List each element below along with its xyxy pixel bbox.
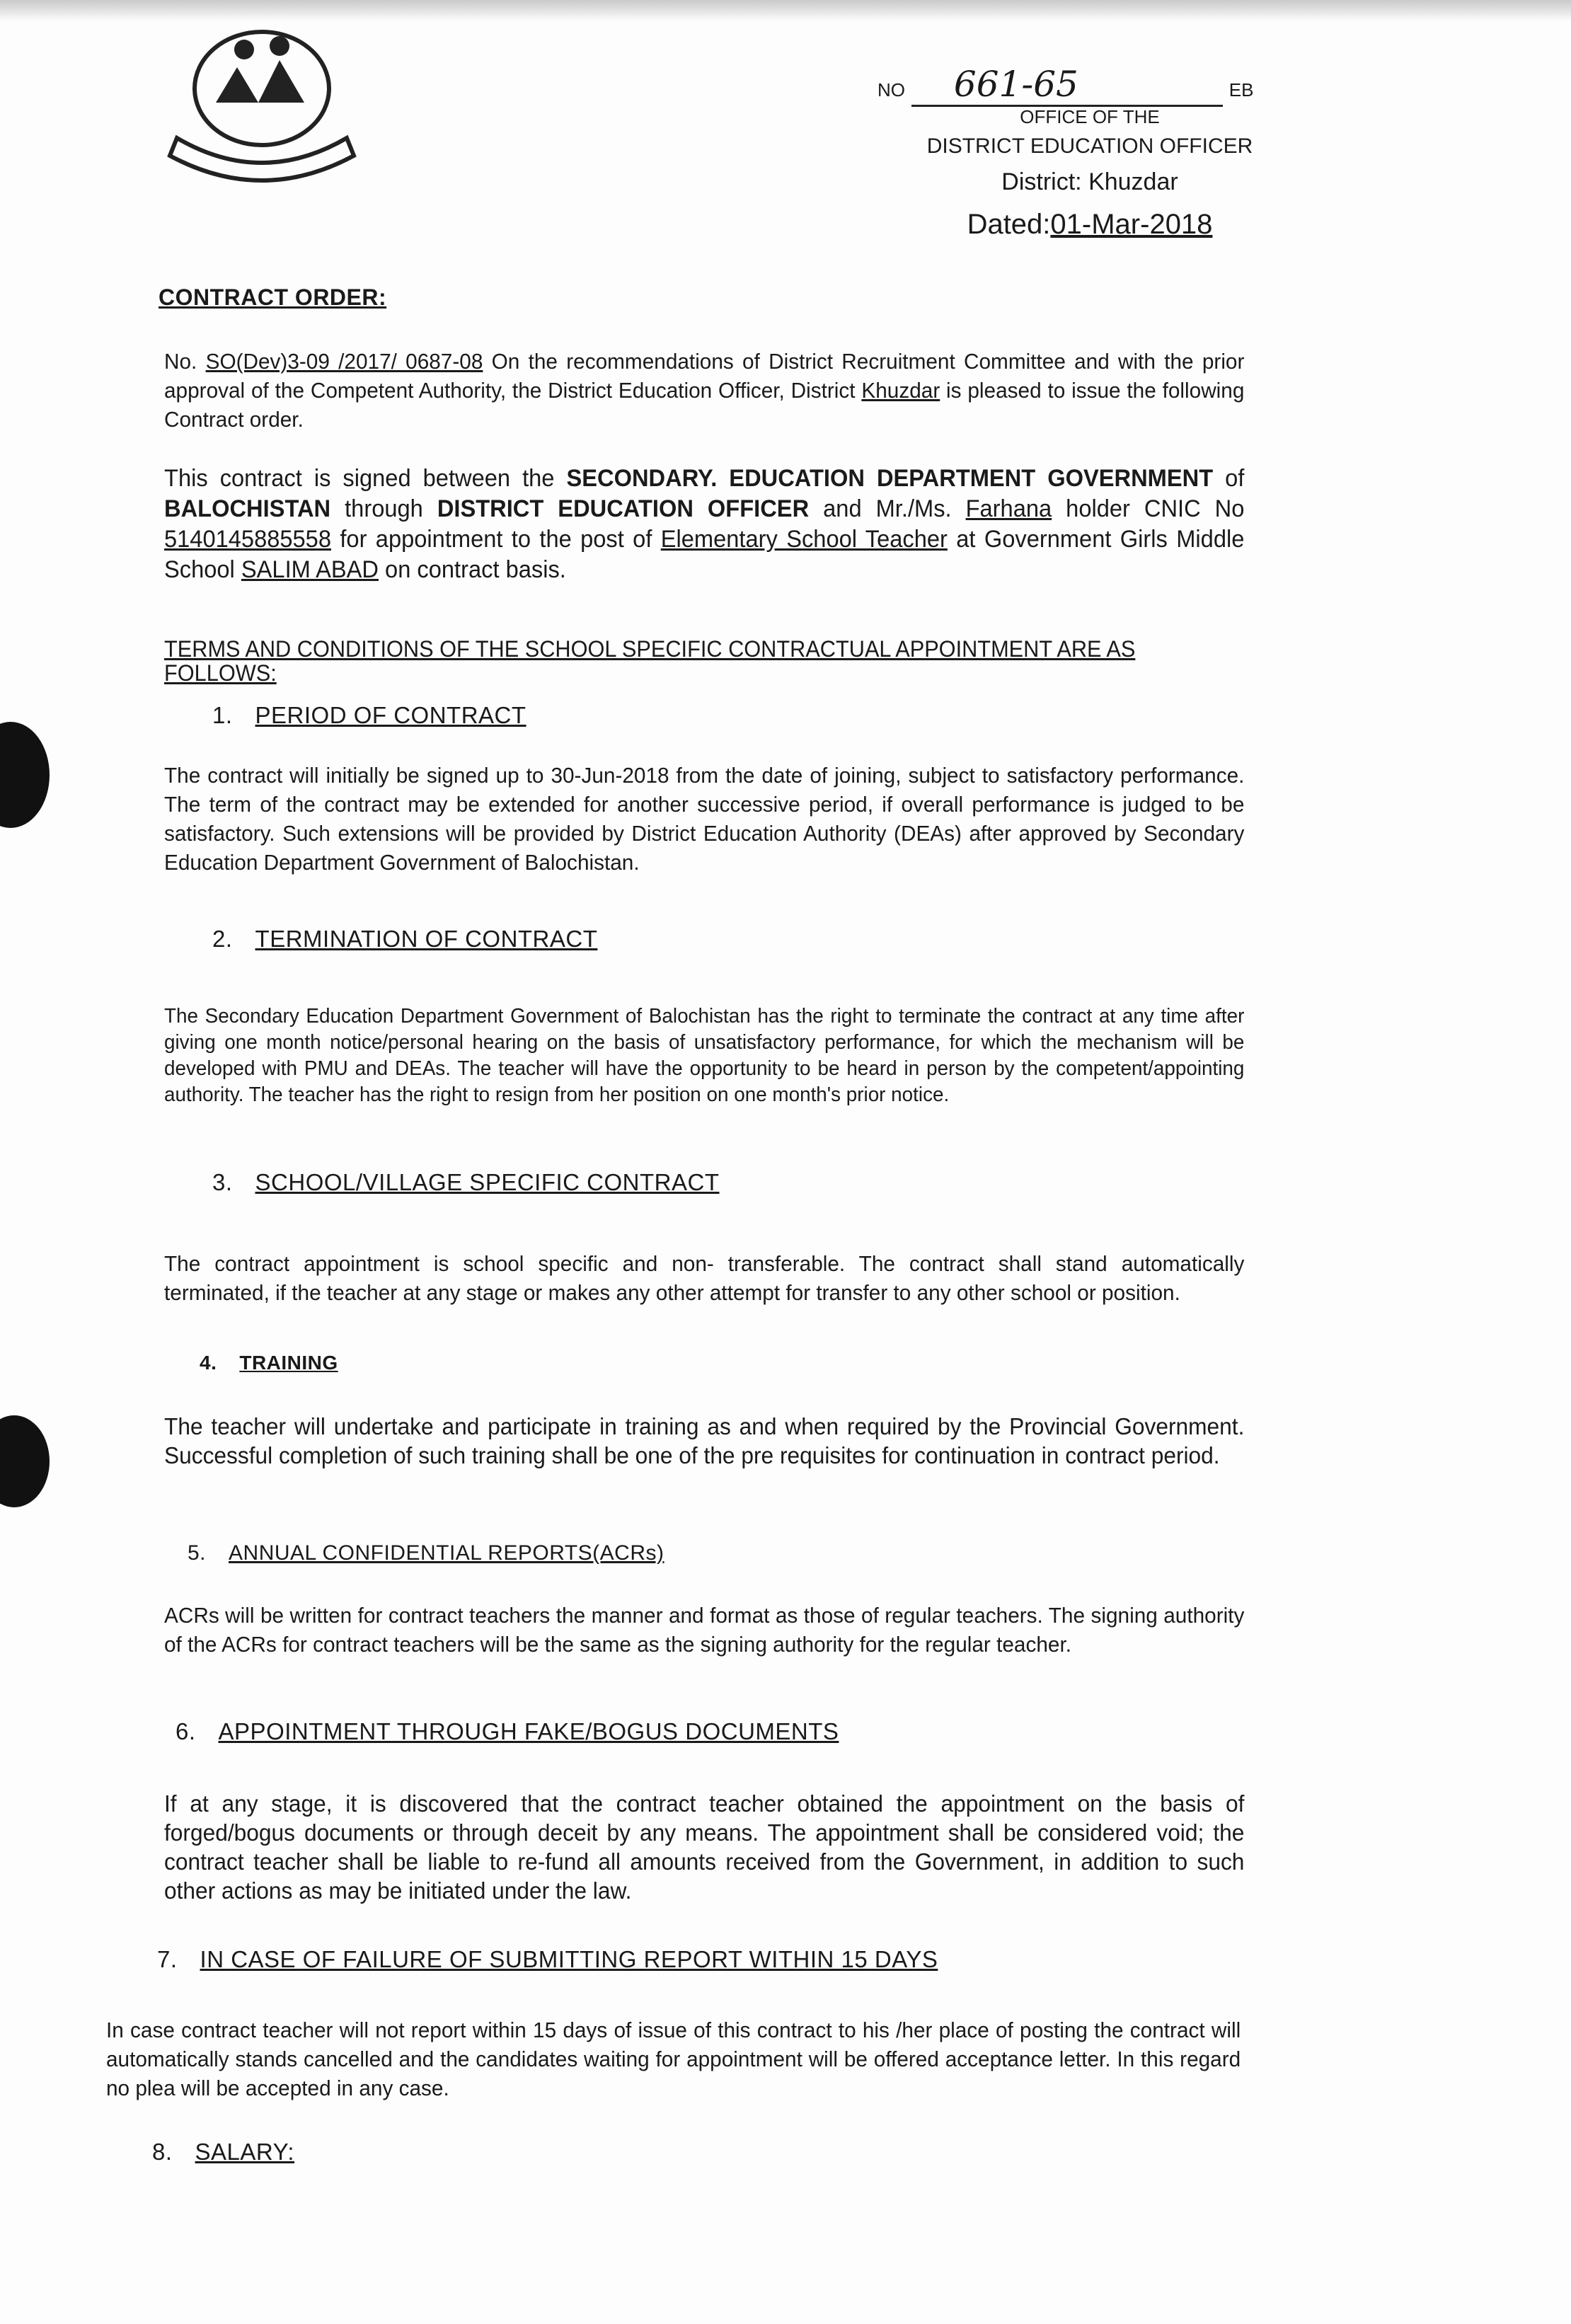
party-officer: DISTRICT EDUCATION OFFICER xyxy=(437,495,810,522)
government-logo xyxy=(159,18,364,188)
school-name: SALIM ABAD xyxy=(241,556,379,583)
party-department: SECONDARY. EDUCATION DEPARTMENT GOVERNMENT xyxy=(566,465,1214,492)
section-heading: 8. SALARY: xyxy=(152,2139,295,2165)
section-heading: 7. IN CASE OF FAILURE OF SUBMITTING REPORT WITHIN 15 DAYS xyxy=(157,1946,938,1972)
contract-text: at Government Girls Middle School xyxy=(164,526,1245,583)
post-title: Elementary School Teacher xyxy=(660,526,948,553)
section-body: In case contract teacher will not report within 15 days of issue of this contract to his /her place of posting the contract will automatically stands cancelled and the candidates waiting for appointment will be offered acceptance letter. In this regard no plea will be accepted in any case. xyxy=(106,2018,1241,2100)
contract-text: This contract is signed between the xyxy=(164,465,567,492)
contract-text: and Mr./Ms. xyxy=(809,495,966,522)
date-line xyxy=(877,209,1302,241)
contract-paragraph xyxy=(164,464,1244,585)
document-title: CONTRACT ORDER: xyxy=(159,284,387,310)
section-heading: 1. PERIOD OF CONTRACT xyxy=(212,702,526,728)
section-heading: 3. SCHOOL/VILLAGE SPECIFIC CONTRACT xyxy=(212,1169,720,1195)
terms-heading: TERMS AND CONDITIONS OF THE SCHOOL SPECIFIC CONTRACTUAL APPOINTMENT ARE AS FOLLOWS: xyxy=(164,636,1136,686)
party-province: BALOCHISTAN xyxy=(164,495,331,522)
section-body: The contract will initially be signed up to 30-Jun-2018 from the date of joining, subject to satisfactory performance. The term of the contract may be extended for another successive period, if overall performance is judged to be satisfactory. Such extensions will be provided by District Education Authority (DEAs) after approved by Secondary Education Department Government of Balochistan. xyxy=(164,763,1245,875)
section-heading: 6. APPOINTMENT THROUGH FAKE/BOGUS DOCUMENTS xyxy=(175,1718,839,1744)
intro-ref: SO(Dev)3-09 /2017/ 0687-08 xyxy=(205,349,483,374)
reference-number-line xyxy=(877,64,1302,107)
dated-value: 01-Mar-2018 xyxy=(1050,209,1213,240)
section-body: ACRs will be written for contract teachers the manner and format as those of regular teachers. The signing authority of the ACRs for contract teachers will be the same as the signing authority for the regular teacher. xyxy=(164,1603,1245,1657)
section-heading: 2. TERMINATION OF CONTRACT xyxy=(212,926,598,952)
no-suffix: EB xyxy=(1228,79,1254,100)
binder-clip xyxy=(0,722,50,828)
contract-text: for appointment to the post of xyxy=(330,526,661,553)
section-heading: 4. TRAINING xyxy=(200,1352,338,1374)
no-value: 661-65 xyxy=(911,64,1223,107)
teacher-name: Farhana xyxy=(965,495,1052,522)
office-line1: OFFICE OF THE xyxy=(1020,106,1160,127)
district-line: District: Khuzdar xyxy=(1001,168,1178,195)
intro-no: No. xyxy=(164,349,197,374)
section-body: The contract appointment is school specific and non- transferable. The contract shall stand automatically terminated, if the teacher at any stage or makes any other attempt for transfer to any other school or position. xyxy=(164,1251,1245,1305)
section-heading: 5. ANNUAL CONFIDENTIAL REPORTS(ACRs) xyxy=(188,1541,664,1565)
section-body: The teacher will undertake and participate in training as and when required by the Provincial Government. Successful completion of such training shall be one of the pre requisites for continuation in contract period. xyxy=(164,1413,1245,1468)
dated-label: Dated: xyxy=(967,209,1051,240)
intro-district: Khuzdar xyxy=(861,378,940,403)
contract-text: holder CNIC No xyxy=(1052,495,1245,522)
section-body: If at any stage, it is discovered that the contract teacher obtained the appointment on the basis of forged/bogus documents or through deceit by any means. The appointment shall be considered void; the contract teacher shall be liable to re-fund all amounts received from the Government, in addition to such other actions as may be initiated under the law. xyxy=(164,1790,1245,1904)
contract-text: of xyxy=(1213,465,1245,492)
cnic-number: 5140145885558 xyxy=(164,526,331,553)
office-line2: DISTRICT EDUCATION OFFICER xyxy=(926,134,1253,158)
intro-paragraph xyxy=(164,347,1244,434)
contract-text: through xyxy=(330,495,437,522)
intro-text: On the recommendations of District Recruitment Committee and with the prior approval of the Competent Authority, the District Education Officer, District xyxy=(164,349,1245,403)
intro-text: is pleased to issue the following Contract order. xyxy=(164,378,1245,432)
section-body: The Secondary Education Department Government of Balochistan has the right to terminate the contract at any time after giving one month notice/personal hearing on the basis of unsatisfactory performance, for which the mechanism will be developed with PMU and DEAs. The teacher will have the opportunity to be heard in person by the competent/appointing authority. The teacher has the right to resign from her position on one month's prior notice. xyxy=(164,1005,1245,1106)
binder-clip xyxy=(0,1415,50,1507)
no-label: NO xyxy=(877,79,905,100)
contract-text: on contract basis. xyxy=(378,556,566,583)
